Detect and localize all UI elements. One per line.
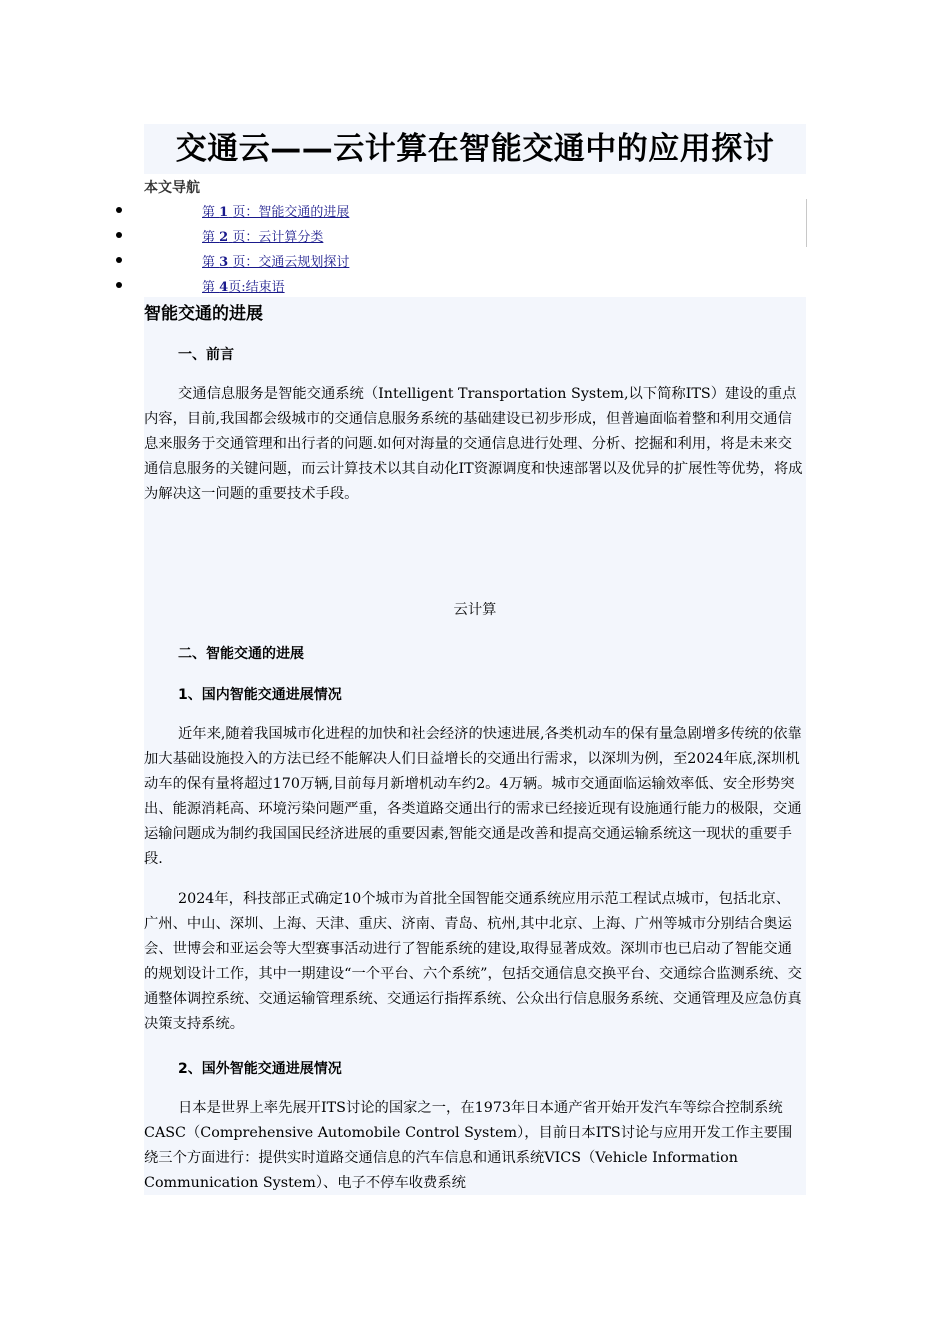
nav-item-4 xyxy=(0,274,400,298)
bullet-icon xyxy=(116,257,122,263)
paragraph-pilot-cities: 2024年，科技部正式确定10个城市为首批全国智能交通系统应用示范工程试点城市，包括北京、 广州、中山、深圳、上海、天津、重庆、济南、青岛、杭州,其中北京、上海、广州等城市分别结合奥运会、世博会和亚运会等大型赛事活动进行了智能系统的建设,取得显著成效。深圳市也已启动了智能交通的规划设计工作，其中一期建设“一个平台、六个系统”，包括交通信息交换平台、交通综合监测系统、交通整体调控系统、交通运输管理系统、交通运行指挥系统、公众出行信息服务系统、交通管理及应急仿真决策支持系统。 xyxy=(144,891,802,1032)
paragraph-domestic: 近年来,随着我国城市化进程的加快和社会经济的快速进展,各类机动车的保有量急剧增多传统的依靠加大基础设施投入的方法已经不能解决人们日益增长的交通出行需求，以深圳为例，至2024年底,深圳机动车的保有量将超过170万辆,目前每月新增机动车约2。4万辆。城市交通面临运输效率低、安全形势突出、能源消耗高、环境污染问题严重，各类道路交通出行的需求已经接近现有设施通行能力的极限，交通运输问题成为制约我国国民经济进展的重要因素,智能交通是改善和提高交通运输系统这一现状的重要手段. xyxy=(144,726,802,867)
nav-link-page-1[interactable]: 第 1 页：智能交通的进展 xyxy=(202,205,350,220)
bullet-icon xyxy=(116,207,122,213)
heading-preface: 一、前言 xyxy=(178,347,234,363)
image-caption: 云计算 xyxy=(453,602,497,618)
nav-item-3 xyxy=(0,249,400,273)
nav-link-page-2[interactable]: 第 2 页：云计算分类 xyxy=(202,230,324,245)
document-title: 交通云——云计算在智能交通中的应用探讨 xyxy=(175,131,775,167)
paragraph-preface: 交通信息服务是智能交通系统（Intelligent Transportation System,以下简称ITS）建设的重点内容，目前,我国都会级城市的交通信息服务系统的基础建设已初步形成，但普遍面临着整和利用交通信息来服务于交通管理和出行者的问题.如何对海量的交通信息进行处理、分析、挖掘和利用，将是未来交通信息服务的关键问题，而云计算技术以其自动化IT资源调度和快速部署以及优异的扩展性等优势，将成为解决这一问题的重要技术手段。 xyxy=(144,386,803,502)
nav-item-2 xyxy=(0,224,400,248)
paragraph-foreign: 日本是世界上率先展开ITS讨论的国家之一，在1973年日本通产省开始开发汽车等综合控制系统CASC（Comprehensive Automobile Control System），目前日本ITS讨论与应用开发工作主要围绕三个方面进行：提供实时道路交通信息的汽车信息和通讯系统VICS（Vehicle Information Communication System）、电子不停车收费系统 xyxy=(144,1100,793,1191)
nav-link-page-4[interactable]: 第 4页:结束语 xyxy=(202,280,285,295)
heading-domestic: 1、国内智能交通进展情况 xyxy=(178,687,342,703)
nav-heading: 本文导航 xyxy=(144,180,200,196)
nav-divider xyxy=(806,199,807,247)
heading-foreign: 2、国外智能交通进展情况 xyxy=(178,1061,342,1077)
heading-progress: 二、智能交通的进展 xyxy=(178,646,304,662)
nav-item-1 xyxy=(0,199,400,223)
section-heading: 智能交通的进展 xyxy=(144,304,263,324)
nav-link-page-3[interactable]: 第 3 页：交通云规划探讨 xyxy=(202,255,350,270)
bullet-icon xyxy=(116,232,122,238)
bullet-icon xyxy=(116,282,122,288)
